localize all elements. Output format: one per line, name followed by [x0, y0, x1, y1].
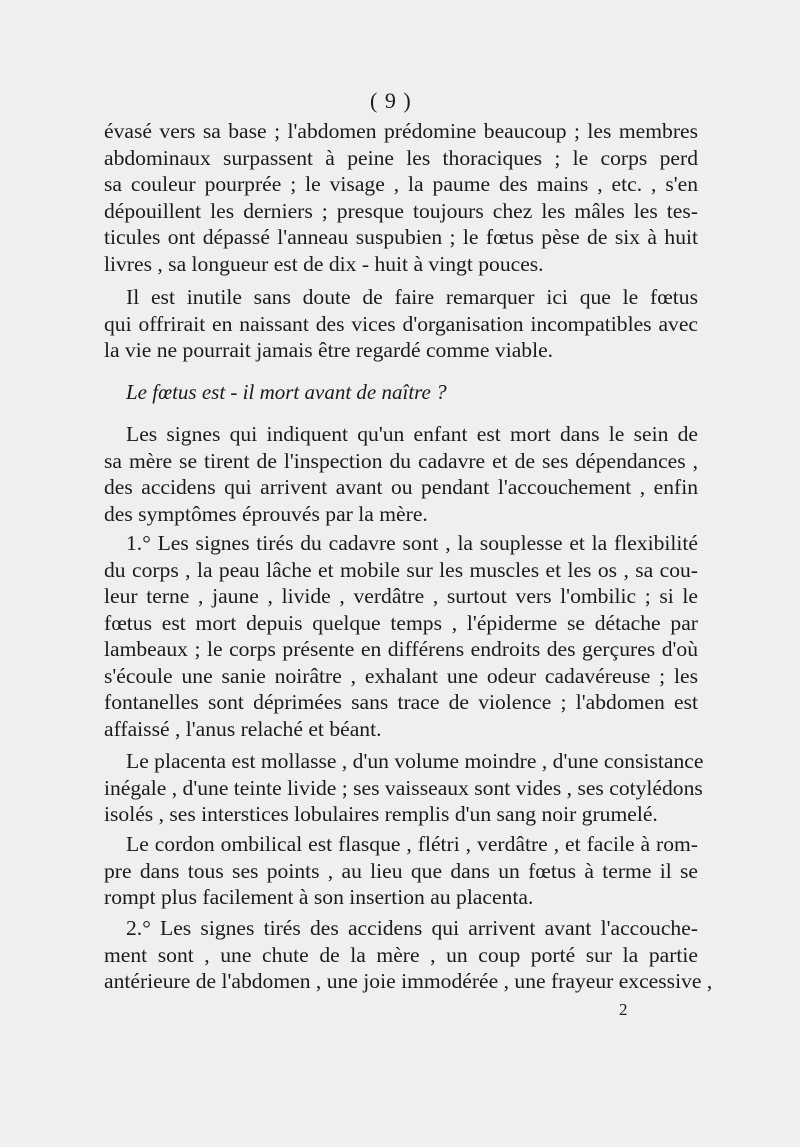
paragraph-placenta: [104, 748, 704, 828]
text-line: qui offrirait en naissant des vices d'organisation incompatibles avec: [104, 311, 698, 336]
text-line: fontanelles sont déprimées sans trace de violence ; l'abdomen est: [104, 690, 698, 714]
text-line: Le placenta est mollasse , d'un volume moindre , d'une consistance: [126, 749, 704, 773]
text-line: dépouillent les derniers ; presque toujours chez les mâles les tes-: [104, 198, 698, 223]
text-line: leur terne , jaune , livide , verdâtre , surtout vers l'ombilic ; si le: [104, 584, 698, 608]
text-line: fœtus est mort depuis quelque temps , l'épiderme se détache par: [104, 610, 698, 635]
text-line: des accidens qui arrivent avant ou pendant l'accouchement , enfin: [104, 475, 698, 499]
text-line: 2.° Les signes tirés des accidens qui arrivent avant l'accouche-: [126, 916, 698, 940]
text-line: Il est inutile sans doute de faire remarquer ici que le fœtus: [126, 285, 698, 309]
paragraph-viability: [104, 284, 698, 364]
text-line: ment sont , une chute de la mère , un coup porté sur la partie: [104, 942, 698, 967]
section-heading: Le fœtus est - il mort avant de naître ?: [126, 380, 447, 404]
text-line: Le cordon ombilical est flasque , flétri , verdâtre , et facile à rom-: [126, 832, 698, 856]
text-line: livres , sa longueur est de dix - huit à vingt pouces.: [104, 251, 544, 276]
text-line: abdominaux surpassent à peine les thoraciques ; le corps perd: [104, 145, 698, 170]
paragraph-cadaver-signs: [104, 530, 698, 742]
paragraph-fetus-description: [104, 118, 698, 277]
text-line: la vie ne pourrait jamais être regardé comme viable.: [104, 338, 554, 362]
text-line: du corps , la peau lâche et mobile sur les muscles et les os , sa cou-: [104, 557, 698, 582]
signature-mark: 2: [619, 1000, 628, 1019]
text-line: rompt plus facilement à son insertion au placenta.: [104, 885, 534, 909]
text-line: sa couleur pourprée ; le visage , la paume des mains , etc. , s'en: [104, 172, 698, 196]
paragraph-accident-signs: [104, 915, 713, 995]
text-line: des symptômes éprouvés par la mère.: [104, 501, 428, 526]
text-line: sa mère se tirent de l'inspection du cadavre et de ses dépendances ,: [104, 448, 698, 473]
paragraph-signs-intro: [104, 421, 698, 527]
text-line: pre dans tous ses points , au lieu que dans un fœtus à terme il se: [104, 858, 698, 883]
text-line: s'écoule une sanie noirâtre , exhalant une odeur cadavéreuse ; les: [104, 663, 698, 688]
text-line: isolés , ses interstices lobulaires remplis d'un sang noir grumelé.: [104, 802, 658, 826]
page-number: ( 9 ): [370, 88, 412, 113]
text-line: 1.° Les signes tirés du cadavre sont , la souplesse et la flexibilité: [126, 531, 698, 555]
text-line: lambeaux ; le corps présente en différens endroits des gerçures d'où: [104, 637, 698, 661]
text-line: évasé vers sa base ; l'abdomen prédomine beaucoup ; les membres: [104, 119, 698, 143]
text-line: affaissé , l'anus relaché et béant.: [104, 716, 382, 741]
text-line: ticules ont dépassé l'anneau suspubien ; le fœtus pèse de six à huit: [104, 225, 698, 249]
paragraph-umbilical-cord: [104, 831, 698, 911]
text-line: inégale , d'une teinte livide ; ses vaisseaux sont vides , ses cotylédons: [104, 775, 703, 800]
text-line: antérieure de l'abdomen , une joie immodérée , une frayeur excessive ,: [104, 969, 713, 993]
text-line: Les signes qui indiquent qu'un enfant est mort dans le sein de: [126, 422, 698, 446]
